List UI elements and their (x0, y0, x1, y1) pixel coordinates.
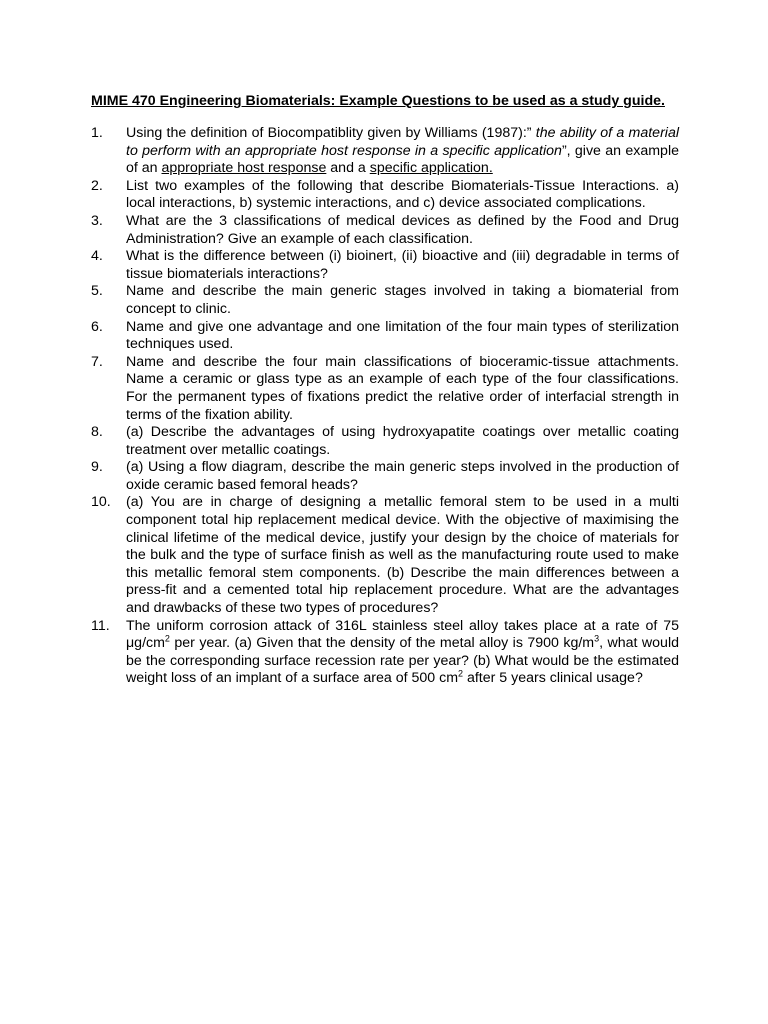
question-text: (a) Using a flow diagram, describe the main generic steps involved in the production of oxide ceramic based femoral heads? (126, 459, 679, 493)
question-text (126, 125, 679, 178)
superscript: 2 (458, 668, 464, 679)
question-10 (91, 494, 679, 617)
quoted-definition: the ability of a material to perform with an appropriate host response in a specific application (126, 125, 679, 159)
question-9 (91, 459, 679, 494)
question-number: 6. (91, 318, 103, 335)
question-1 (91, 125, 679, 178)
question-number: 11. (91, 617, 110, 634)
superscript: 3 (594, 633, 600, 644)
question-text-part: The uniform corrosion attack of 316L stainless steel alloy takes place at a rate of 75 μg/cm (126, 617, 679, 652)
question-text: Name and describe the four main classifications of bioceramic-tissue attachments. Name a ceramic or glass type as an example of each type of the four classifications. For the permanent types of fixations predict the relative order of interfacial strength in terms of the fixation ability. (126, 353, 679, 423)
question-5 (91, 283, 679, 318)
question-text-part: Using the definition of Biocompatiblity given by Williams (1987):” (126, 125, 536, 141)
question-number: 1. (91, 125, 103, 141)
question-text: What is the difference between (i) bioinert, (ii) bioactive and (iii) degradable in terms of tissue biomaterials interactions? (126, 248, 679, 282)
underlined-term: appropriate host response (161, 160, 327, 177)
question-3 (91, 213, 679, 248)
question-number: 8. (91, 424, 103, 441)
question-list (91, 125, 679, 688)
underlined-term: specific application. (369, 160, 493, 177)
document-page (91, 92, 679, 688)
question-text: List two examples of the following that describe Biomaterials-Tissue Interactions. a) local interactions, b) systemic interactions, and c) device associated complications. (126, 177, 679, 212)
question-number: 3. (91, 212, 103, 229)
question-text (126, 618, 679, 688)
question-text: (a) Describe the advantages of using hydroxyapatite coatings over metallic coating treatment over metallic coatings. (126, 424, 679, 458)
question-7 (91, 354, 679, 424)
question-11 (91, 618, 679, 688)
question-text-part: per year. (a) Given that the density of the metal alloy is 7900 kg/m (169, 635, 595, 652)
question-text-part: and a (326, 160, 370, 177)
superscript: 2 (164, 633, 170, 644)
question-text-part: after 5 years clinical usage? (463, 670, 643, 687)
question-text-part: ”, give an example of an (126, 142, 679, 177)
question-text-part: , what would be the corresponding surface recession rate per year? (b) What would be the estimated weight loss of an implant of a surface area of 500 cm (126, 635, 679, 687)
question-number: 9. (91, 459, 103, 476)
question-text: Name and give one advantage and one limitation of the four main types of sterilization techniques used. (126, 318, 679, 353)
question-number: 7. (91, 353, 103, 370)
question-text: (a) You are in charge of designing a metallic femoral stem to be used in a multi component total hip replacement medical device. With the objective of maximising the clinical lifetime of the medical device, justify your design by the choice of materials for the bulk and the type of surface finish as well as the manufacturing route used to make this metallic femoral stem components. (b) Describe the main differences between a press-fit and a cemented total hip replacement procedure. What are the advantages and drawbacks of these two types of procedures? (126, 494, 679, 617)
document-title: MIME 470 Engineering Biomaterials: Example Questions to be used as a study guide. (91, 93, 665, 109)
question-8 (91, 424, 679, 459)
question-6 (91, 319, 679, 354)
question-number: 4. (91, 248, 103, 265)
question-text: Name and describe the main generic stages involved in taking a biomaterial from concept to clinic. (126, 283, 679, 317)
question-number: 10. (91, 494, 111, 511)
question-number: 5. (91, 283, 103, 300)
question-2 (91, 178, 679, 213)
question-4 (91, 248, 679, 283)
question-text: What are the 3 classifications of medical devices as defined by the Food and Drug Administration? Give an example of each classification. (126, 212, 679, 247)
question-number: 2. (91, 177, 103, 194)
